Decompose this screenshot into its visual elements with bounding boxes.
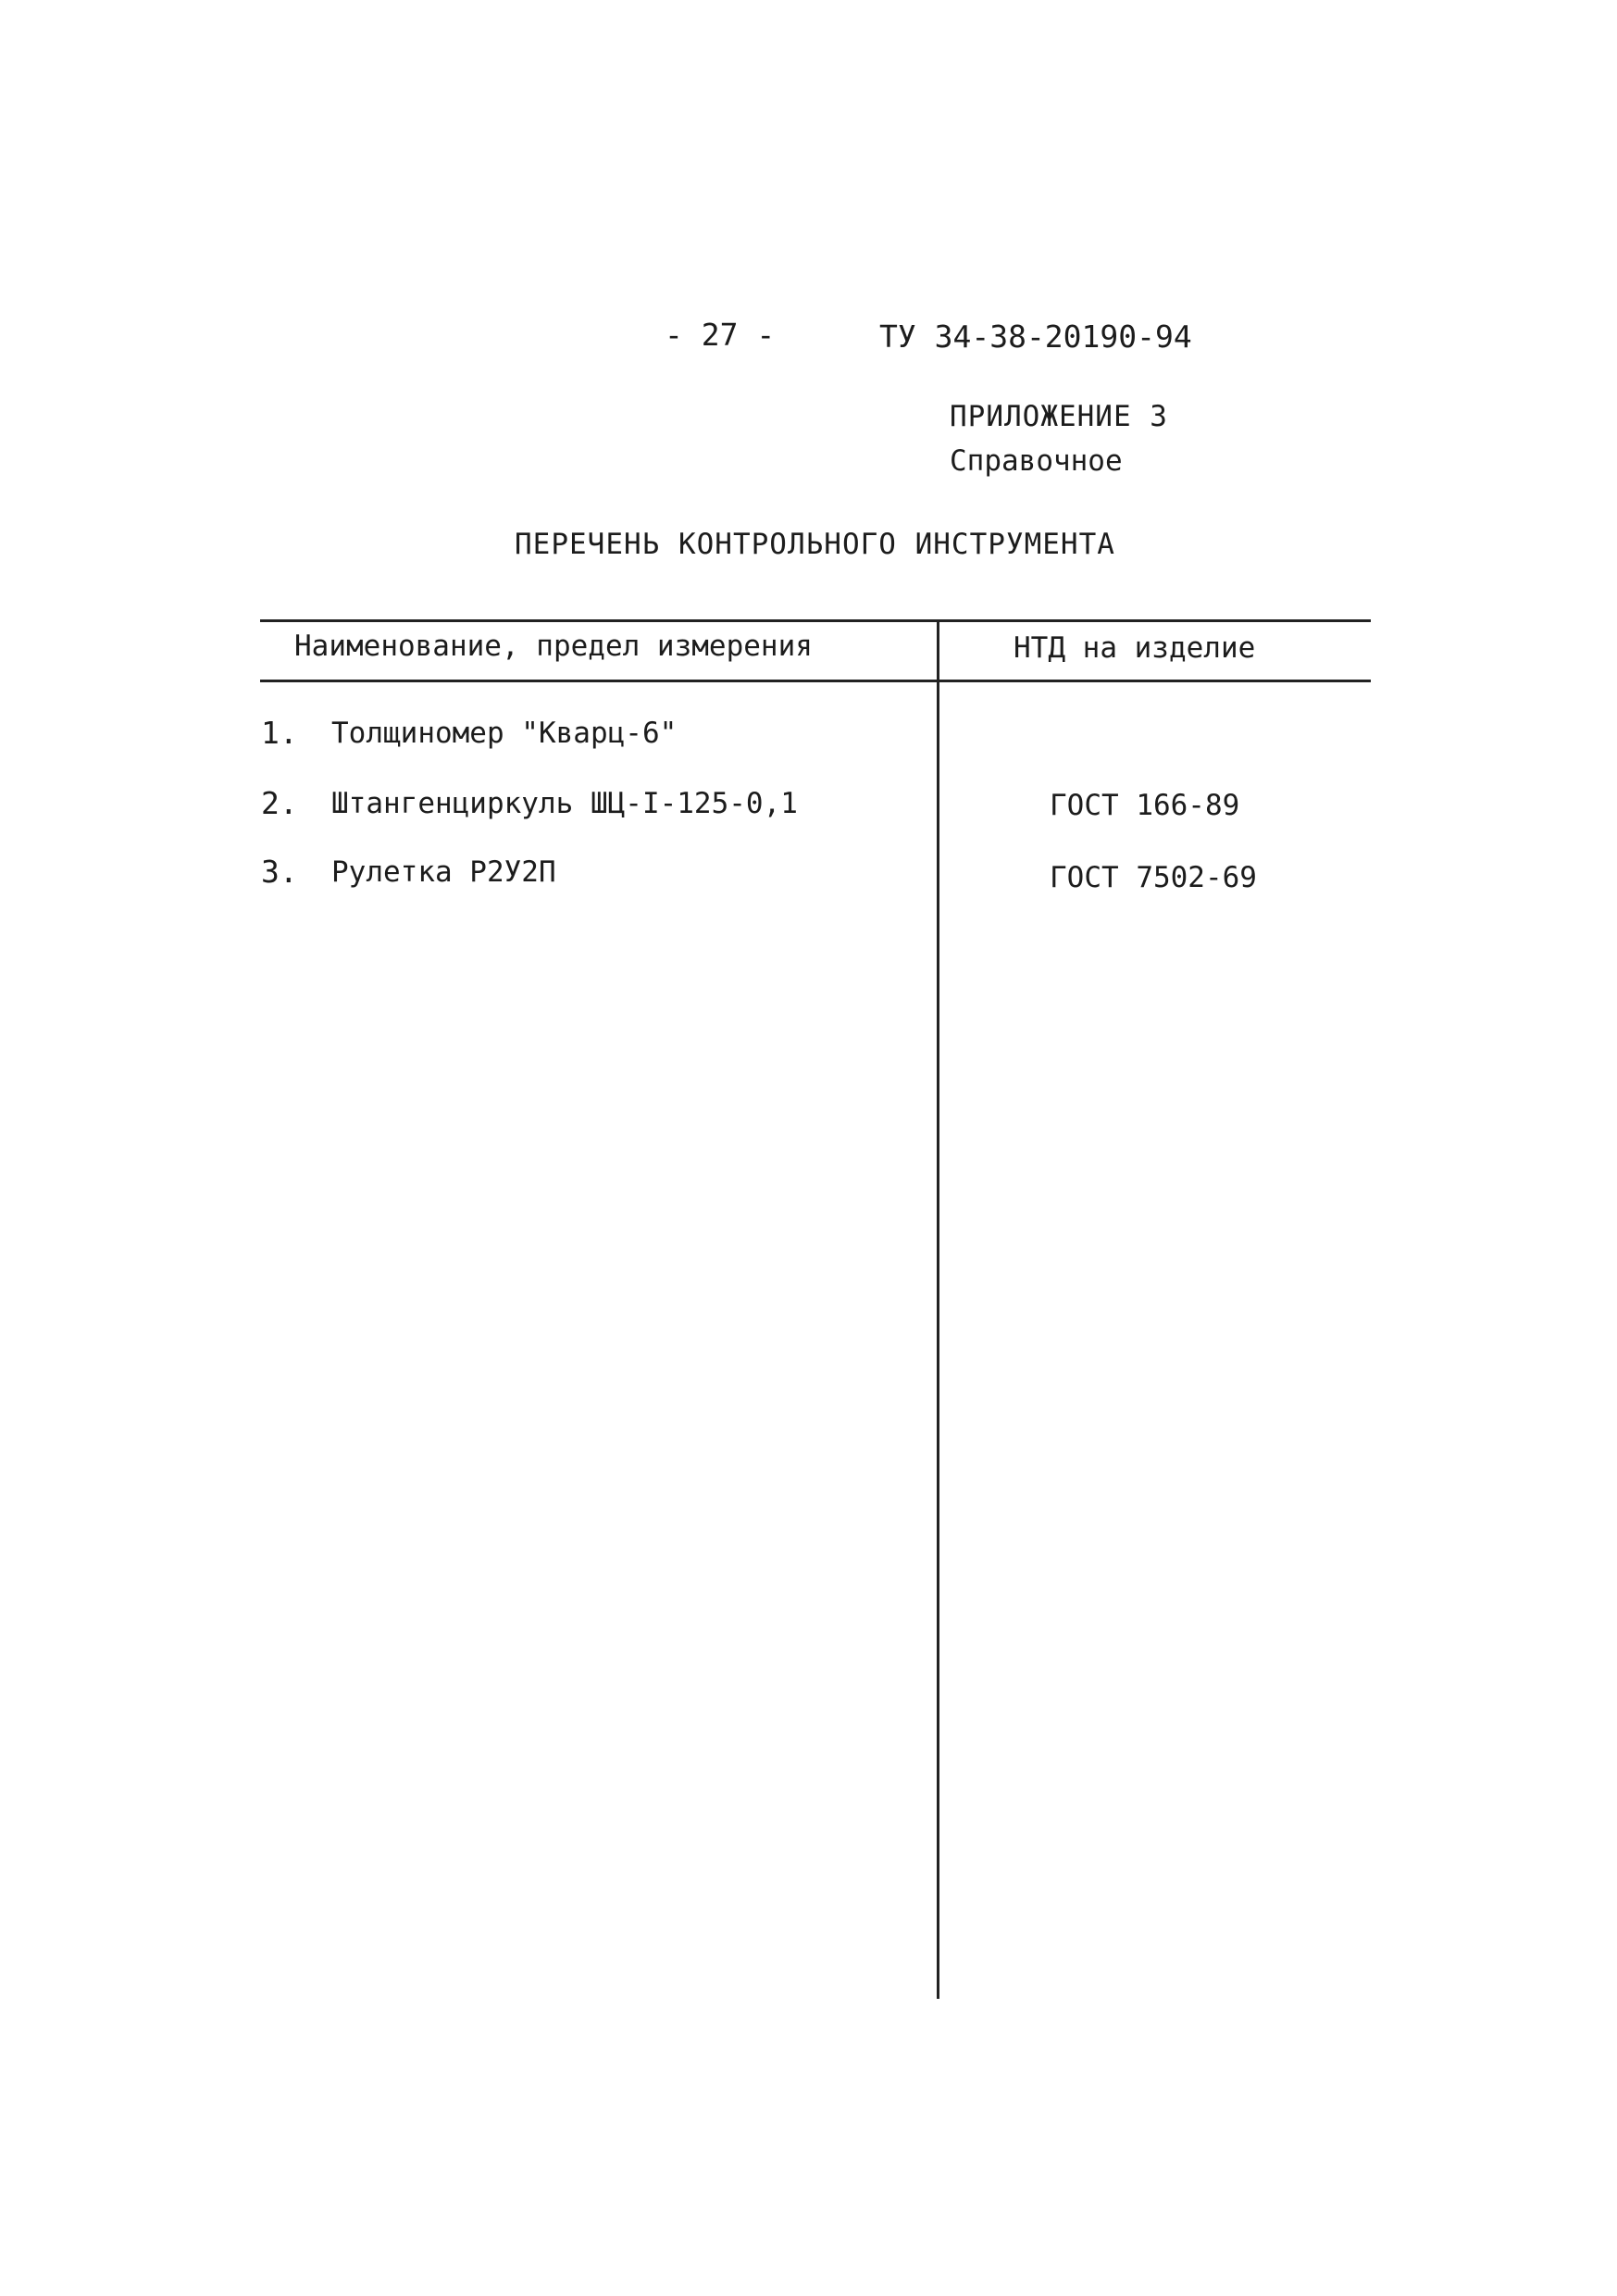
row-instrument-name: Толщиномер "Кварц-6" [331,717,678,750]
row-ntd: ГОСТ 166-89 [1050,789,1240,822]
row-number: 1. [261,715,298,751]
table-column-divider [937,619,939,1999]
document-title: ПЕРЕЧЕНЬ КОНТРОЛЬНОГО ИНСТРУМЕНТА [515,528,1115,561]
row-ntd: ГОСТ 7502-69 [1050,861,1257,894]
column-header-name: Наименование, предел измерения [294,630,813,663]
table-top-rule [260,619,1371,622]
appendix-label: ПРИЛОЖЕНИЕ 3 [950,400,1168,433]
table-header-rule [260,680,1371,682]
row-instrument-name: Штангенциркуль ШЦ-I-125-0,1 [331,787,798,820]
document-code: ТУ 34-38-20190-94 [879,318,1192,355]
row-number: 3. [261,854,298,890]
column-header-ntd: НТД на изделие [1014,631,1256,665]
row-instrument-name: Рулетка Р2У2П [331,855,556,889]
appendix-type: Справочное [950,444,1123,478]
page-number: - 27 - [665,317,776,353]
row-number: 2. [261,785,298,821]
